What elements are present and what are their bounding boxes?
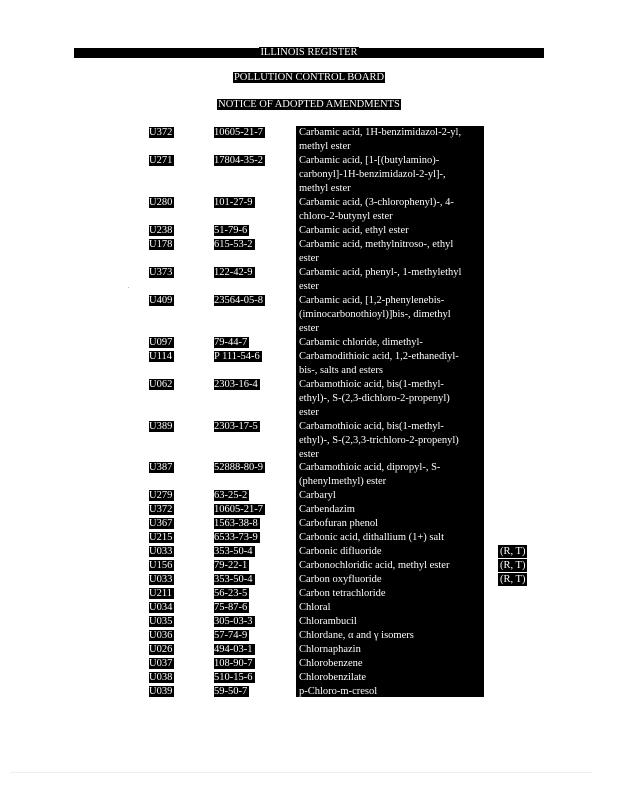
waste-code: U114 (149, 351, 172, 362)
waste-code: U215 (149, 532, 173, 543)
substance-name: Carbamic acid, ethyl ester (299, 225, 409, 236)
substance-name: Chlorambucil (299, 616, 357, 627)
substance-name: Carbamodithioic acid, 1,2-ethanediyl- bis-, salts and esters (299, 351, 459, 376)
substance-name: p-Chloro-m-cresol (299, 686, 378, 697)
waste-code: U389 (149, 421, 173, 432)
substance-name: Carbaryl (299, 490, 336, 501)
waste-code: U409 (149, 295, 173, 306)
cas-number: 305-03-3 (214, 616, 253, 627)
substance-name: Carbamic acid, 1H-benzimidazol-2-yl, methyl ester (299, 127, 462, 152)
cas-number: 353-50-4 (214, 546, 253, 557)
substance-name: Carbamothioic acid, bis(1-methyl- ethyl)-, S-(2,3-dichloro-2-propenyl) ester (299, 379, 450, 418)
substance-name: Carbamic chloride, dimethyl- (299, 337, 423, 348)
waste-code: U271 (149, 155, 173, 166)
substance-name: Carbamothioic acid, bis(1-methyl- ethyl)-, S-(2,3,3-trichloro-2-propenyl) ester (299, 421, 459, 460)
cas-number: 122-42-9 (214, 267, 253, 278)
waste-code: U038 (149, 672, 173, 683)
cas-number: 75-87-6 (214, 602, 248, 613)
substance-name: Chlordane, α and γ isomers (299, 630, 414, 641)
cas-number: 10605-21-7 (214, 504, 263, 515)
waste-code: U372 (149, 127, 173, 138)
cas-number: 79-44-7 (214, 337, 248, 348)
cas-number: 57-74-9 (214, 630, 248, 641)
substance-name: Chloral (299, 602, 331, 613)
substance-name: Carbamic acid, [1,2-phenylenebis- (iminocarbonothioyl)]bis-, dimethyl ester (299, 295, 451, 334)
waste-code: U062 (149, 379, 173, 390)
substance-name: Carbon oxyfluoride (299, 574, 382, 585)
waste-code: U097 (149, 337, 173, 348)
substance-name: Carbamothioic acid, dipropyl-, S- (phenylmethyl) ester (299, 462, 441, 487)
waste-code: U039 (149, 686, 173, 697)
cas-number: 6533-73-9 (214, 532, 258, 543)
substance-name: Carbonic difluoride (299, 546, 382, 557)
cas-number: 17804-35-2 (214, 155, 263, 166)
substance-name: Carbonochloridic acid, methyl ester (299, 560, 450, 571)
cas-number: 10605-21-7 (214, 127, 263, 138)
waste-code: U280 (149, 197, 173, 208)
cas-number: 51-79-6 (214, 225, 248, 236)
waste-code: U037 (149, 658, 173, 669)
board-heading: POLLUTION CONTROL BOARD (233, 72, 385, 83)
cas-number: 2303-17-5 (214, 421, 258, 432)
waste-code: U387 (149, 462, 173, 473)
cas-number: 2303-16-4 (214, 379, 258, 390)
substance-name: Carbamic acid, (3-chlorophenyl)-, 4- chloro-2-butynyl ester (299, 197, 454, 222)
cas-number: 79-22-1 (214, 560, 248, 571)
cas-number: 23564-05-8 (214, 295, 263, 306)
cas-number: 108-90-7 (214, 658, 253, 669)
waste-code: U036 (149, 630, 173, 641)
cas-number: P 111-54-6 (214, 351, 260, 362)
waste-code: U373 (149, 267, 173, 278)
substance-name: Carbofuran phenol (299, 518, 379, 529)
waste-code: U238 (149, 225, 173, 236)
waste-code: U279 (149, 490, 173, 501)
waste-code: U035 (149, 616, 173, 627)
waste-code: U178 (149, 239, 173, 250)
substance-name: Carbamic acid, [1-[(butylamino)- carbonyl]-1H-benzimidazol-2-yl]-, methyl ester (299, 155, 446, 194)
hazard-code: (R, T) (500, 546, 526, 557)
cas-number: 494-03-1 (214, 644, 253, 655)
waste-code: U034 (149, 602, 173, 613)
cas-number: 510-15-6 (214, 672, 253, 683)
notice-heading: NOTICE OF ADOPTED AMENDMENTS (218, 99, 400, 110)
cas-number: 101-27-9 (214, 197, 253, 208)
substance-name: Carbamic acid, methylnitroso-, ethyl ester (299, 239, 454, 264)
hazard-code: (R, T) (500, 574, 526, 585)
cas-number: 615-53-2 (214, 239, 253, 250)
waste-code: U372 (149, 504, 173, 515)
substance-name: Chlornaphazin (299, 644, 361, 655)
substance-name: Carbonic acid, dithallium (1+) salt (299, 532, 445, 543)
waste-code: U211 (149, 588, 172, 599)
scan-speck (128, 287, 129, 288)
waste-code: U367 (149, 518, 173, 529)
cas-number: 52888-80-9 (214, 462, 263, 473)
register-heading: ILLINOIS REGISTER (260, 47, 358, 58)
substance-name: Carbon tetrachloride (299, 588, 386, 599)
cas-number: 1563-38-8 (214, 518, 258, 529)
waste-code: U026 (149, 644, 173, 655)
cas-number: 63-25-2 (214, 490, 248, 501)
page-edge (10, 772, 592, 773)
substance-name: Carbendazim (299, 504, 355, 515)
waste-code: U033 (149, 546, 173, 557)
cas-number: 353-50-4 (214, 574, 253, 585)
waste-code: U156 (149, 560, 173, 571)
substance-name: Carbamic acid, phenyl-, 1-methylethyl ester (299, 267, 462, 292)
substance-name: Chlorobenzilate (299, 672, 367, 683)
waste-code: U033 (149, 574, 173, 585)
substance-name: Chlorobenzene (299, 658, 363, 669)
hazard-code: (R, T) (500, 560, 526, 571)
cas-number: 59-50-7 (214, 686, 248, 697)
cas-number: 56-23-5 (214, 588, 248, 599)
